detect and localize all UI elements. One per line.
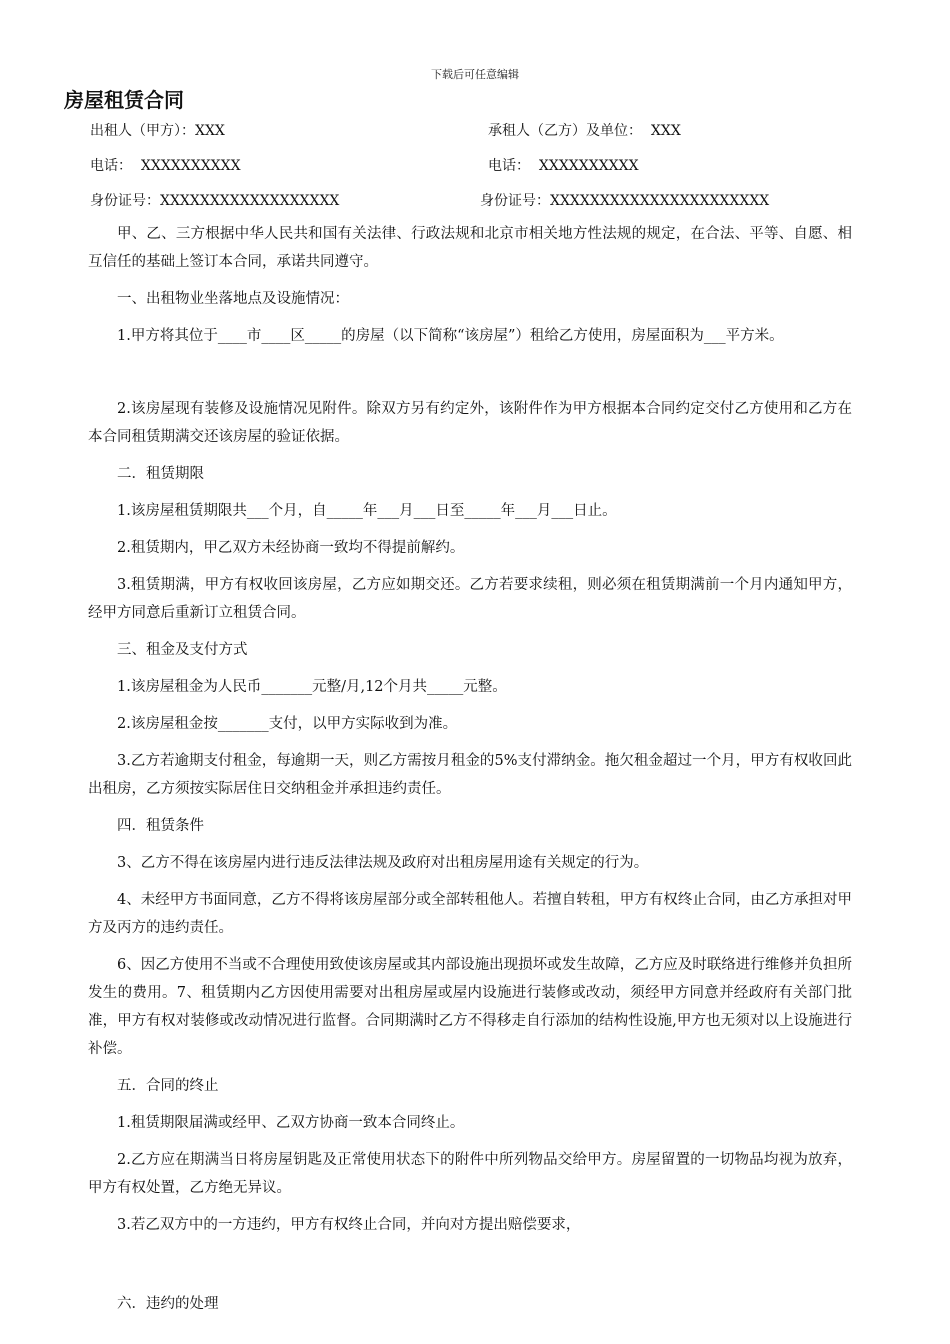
tenant-id: 身份证号：XXXXXXXXXXXXXXXXXXXXXX <box>480 193 770 209</box>
tenant-phone: 电话： XXXXXXXXXX <box>488 158 639 174</box>
section-3-heading: 三、租金及支付方式 <box>117 642 248 658</box>
landlord-id: 身份证号：XXXXXXXXXXXXXXXXXX <box>90 193 340 209</box>
spacer <box>88 1248 852 1290</box>
section-1-clause-2: 2.该房屋现有装修及设施情况见附件。除双方另有约定外，该附件作为甲方根据本合同约定交付乙方使用和乙方在本合同租赁期满交还该房屋的验证依据。 <box>88 401 852 445</box>
section-5-heading: 五．合同的终止 <box>117 1078 219 1094</box>
section-6-heading: 六．违约的处理 <box>117 1296 219 1312</box>
section-4-clause-3: 3、乙方不得在该房屋内进行违反法律法规及政府对出租房屋用途有关规定的行为。 <box>117 855 649 871</box>
section-3-clause-3: 3.乙方若逾期支付租金，每逾期一天，则乙方需按月租金的5%支付滞纳金。拖欠租金超过一个月，甲方有权收回此出租房，乙方须按实际居住日交纳租金并承担违约责任。 <box>88 753 852 797</box>
header-note: 下载后可任意编辑 <box>431 68 519 81</box>
contract-body <box>88 220 852 1327</box>
landlord-label: 出租人（甲方）：XXX <box>90 123 225 139</box>
section-5-clause-3: 3.若乙双方中的一方违约，甲方有权终止合同，并向对方提出赔偿要求， <box>117 1217 581 1233</box>
section-5-clause-1: 1.租赁期限届满或经甲、乙双方协商一致本合同终止。 <box>117 1115 465 1131</box>
section-1-heading: 一、出租物业坐落地点及设施情况： <box>117 291 349 307</box>
section-4-clause-4: 4、未经甲方书面同意，乙方不得将该房屋部分或全部转租他人。若擅自转租，甲方有权终止合同，由乙方承担对甲方及丙方的违约责任。 <box>88 892 852 936</box>
landlord-phone: 电话： XXXXXXXXXX <box>90 158 241 174</box>
section-2-clause-2: 2.租赁期内，甲乙双方未经协商一致均不得提前解约。 <box>117 540 465 556</box>
section-4-clause-6-7: 6、因乙方使用不当或不合理使用致使该房屋或其内部设施出现损坏或发生故障，乙方应及时联络进行维修并负担所发生的费用。7、租赁期内乙方因使用需要对出租房屋或屋内设施进行装修或改动，须经甲方同意并经政府有关部门批准，甲方有权对装修或改动情况进行监督。合同期满时乙方不得移走自行添加的结构性设施,甲方也无须对以上设施进行补偿。 <box>88 957 852 1057</box>
section-1-clause-1: 1.甲方将其位于____市____区_____的房屋（以下简称“该房屋”）租给乙方使用，房屋面积为___平方米。 <box>117 328 784 344</box>
section-3-clause-2: 2.该房屋租金按_______支付，以甲方实际收到为准。 <box>117 716 458 732</box>
section-2-clause-1: 1.该房屋租赁期限共___个月，自_____年___月___日至_____年___月___日止。 <box>117 503 617 519</box>
section-3-clause-1: 1.该房屋租金为人民币_______元整/月,12个月共_____元整。 <box>117 679 507 695</box>
section-2-clause-3: 3.租赁期满，甲方有权收回该房屋，乙方应如期交还。乙方若要求续租，则必须在租赁期满前一个月内通知甲方，经甲方同意后重新订立租赁合同。 <box>88 577 852 621</box>
document-title: 房屋租赁合同 <box>64 88 184 112</box>
section-5-clause-2: 2.乙方应在期满当日将房屋钥匙及正常使用状态下的附件中所列物品交给甲方。房屋留置的一切物品均视为放弃，甲方有权处置，乙方绝无异议。 <box>88 1152 852 1196</box>
spacer <box>88 359 852 395</box>
section-4-heading: 四．租赁条件 <box>117 818 204 834</box>
intro-paragraph: 甲、乙、三方根据中华人民共和国有关法律、行政法规和北京市相关地方性法规的规定，在合法、平等、自愿、相互信任的基础上签订本合同，承诺共同遵守。 <box>88 226 852 270</box>
section-2-heading: 二．租赁期限 <box>117 466 204 482</box>
tenant-label: 承租人（乙方）及单位： XXX <box>488 123 681 139</box>
